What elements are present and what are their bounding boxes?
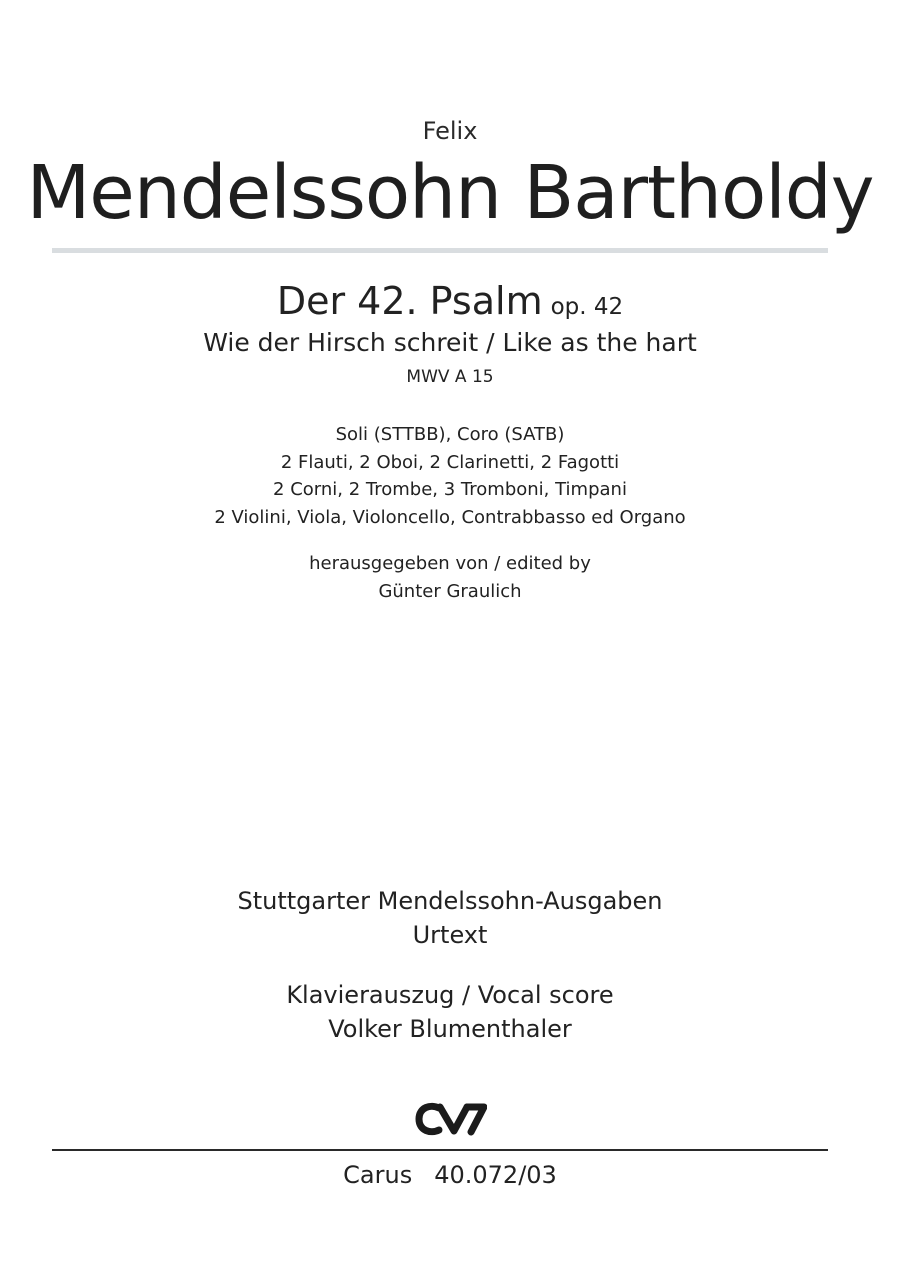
work-title: Der 42. Psalm bbox=[276, 279, 543, 323]
edition-series: Stuttgarter Mendelssohn-Ausgaben bbox=[237, 887, 663, 915]
score-type: Klavierauszug / Vocal score bbox=[286, 981, 614, 1009]
instrumentation-line: 2 Corni, 2 Trombe, 3 Tromboni, Timpani bbox=[273, 479, 627, 500]
instrumentation-line: 2 Violini, Viola, Violoncello, Contrabbasso ed Organo bbox=[214, 506, 686, 528]
work-subtitle: Wie der Hirsch schreit / Like as the hart bbox=[203, 328, 697, 357]
composer-first-name: Felix bbox=[422, 117, 478, 145]
instrumentation-list bbox=[0, 421, 900, 531]
top-divider bbox=[52, 248, 828, 253]
urtext-label: Urtext bbox=[412, 921, 488, 949]
publisher-name: Carus bbox=[343, 1161, 413, 1189]
vocal-score-arranger: Volker Blumenthaler bbox=[328, 1015, 572, 1043]
editor-label: herausgegeben von / edited by bbox=[309, 553, 591, 574]
instrumentation-line: Soli (STTBB), Coro (SATB) bbox=[335, 424, 565, 445]
composer-surname: Mendelssohn Bartholdy bbox=[26, 150, 874, 236]
instrumentation-line: 2 Flauti, 2 Oboi, 2 Clarinetti, 2 Fagotti bbox=[280, 451, 620, 473]
bottom-divider bbox=[52, 1149, 828, 1151]
carus-logo-icon bbox=[415, 1102, 487, 1136]
opus-number: op. 42 bbox=[550, 294, 624, 320]
publisher-catalog-number: 40.072/03 bbox=[434, 1161, 557, 1189]
work-title-line bbox=[0, 276, 900, 332]
publisher-catalog-line bbox=[0, 1158, 900, 1192]
editor-name: Günter Graulich bbox=[378, 581, 522, 602]
catalog-number: MWV A 15 bbox=[406, 367, 494, 387]
